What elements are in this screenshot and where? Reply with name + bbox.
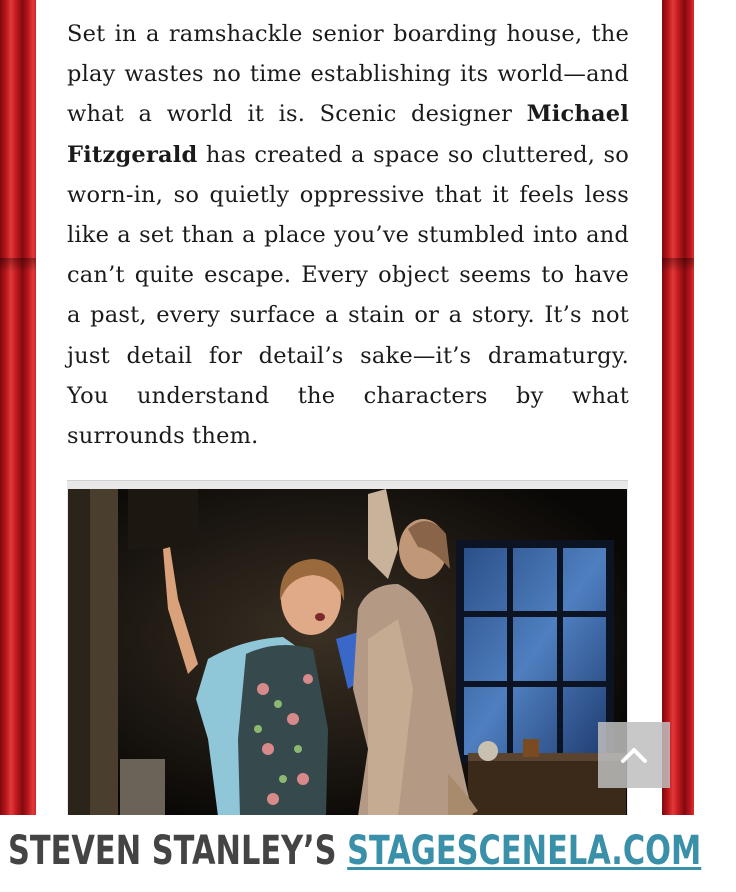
brand-title [8, 821, 701, 881]
designer-name: Michael Fitzgerald [67, 101, 629, 168]
article-paragraph [67, 14, 629, 456]
paragraph-text-start: Set in a ramshackle senior boarding house, the play wastes no time establishing its world—and what a world it is. Scenic designer [67, 21, 629, 128]
photo-frame [67, 480, 628, 816]
article-column [36, 0, 662, 815]
chevron-up-icon [620, 745, 648, 765]
production-photo[interactable] [68, 489, 627, 816]
left-curtain [0, 0, 36, 815]
site-link[interactable]: STAGESCENELA.COM [347, 828, 702, 874]
paragraph-text-end: has created a space so cluttered, so worn-in, so quietly oppressive that it feels less like a set than a place you’ve stumbled into and can’t quite escape. Every object seems to have a past, every surface a stain or a story. It’s not just detail for detail’s sake—it’s dramaturgy. You understand the characters by what surrounds them. [67, 141, 629, 450]
right-gutter [694, 0, 736, 815]
footer-banner [0, 815, 736, 892]
right-curtain [662, 0, 694, 815]
back-to-top-button[interactable] [598, 722, 670, 788]
brand-owner: STEVEN STANLEY’S [8, 828, 348, 874]
